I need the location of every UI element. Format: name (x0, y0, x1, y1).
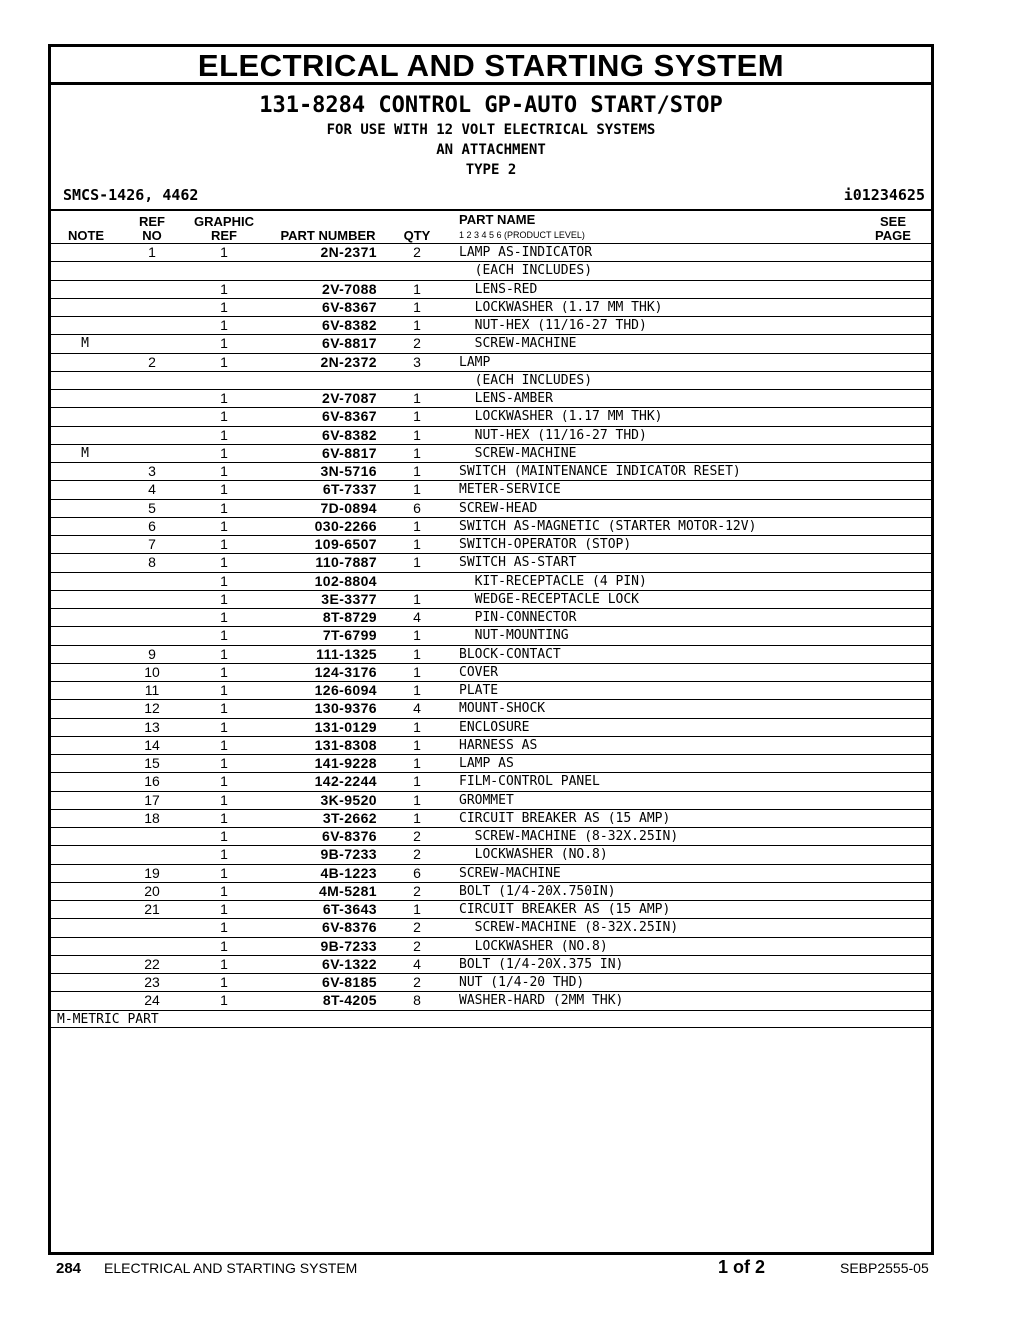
ref-no-cell: 3 (148, 463, 156, 479)
part-name-cell: METER-SERVICE (459, 482, 561, 498)
table-row (51, 590, 931, 608)
part-number-cell: 2V-7087 (322, 390, 377, 406)
footer-page-number: 284 (56, 1260, 82, 1277)
qty-cell: 1 (413, 463, 421, 479)
graphic-ref-cell: 1 (220, 901, 228, 917)
graphic-ref-cell: 1 (220, 755, 228, 771)
part-number-cell: 8T-4205 (322, 992, 377, 1009)
graphic-ref-cell: 1 (220, 700, 228, 717)
part-name-cell: BOLT (1/4-20X.750IN) (459, 883, 616, 899)
graphic-ref-cell: 1 (220, 572, 228, 589)
table-row (51, 535, 931, 553)
part-name-cell: SWITCH AS-START (459, 555, 577, 571)
table-row (51, 371, 931, 389)
part-number-cell: 124-3176 (314, 663, 377, 680)
qty-cell: 1 (413, 444, 421, 461)
part-number-cell: 6V-8185 (322, 974, 377, 990)
graphic-ref-cell: 1 (220, 919, 228, 936)
part-number-cell: 141-9228 (314, 755, 377, 771)
part-number-cell: 6V-8376 (322, 919, 377, 936)
group-title: 131-8284 CONTROL GP-AUTO START/STOP (259, 93, 723, 118)
note-cell: M (81, 336, 89, 352)
ref-no-cell: 16 (144, 773, 160, 790)
ref-no-cell: 18 (144, 809, 160, 826)
qty-cell: 1 (413, 736, 421, 753)
part-name-cell: SCREW-MACHINE (459, 336, 577, 352)
qty-cell: 2 (413, 828, 421, 844)
part-name-cell: PIN-CONNECTOR (459, 610, 577, 625)
table-row (51, 955, 931, 973)
part-number-cell: 7D-0894 (320, 499, 377, 516)
part-number-cell: 102-8804 (314, 572, 377, 589)
part-number-cell: 6V-8382 (322, 426, 377, 443)
table-row (51, 736, 931, 754)
graphic-ref-cell: 1 (220, 444, 228, 461)
footer-page-of: 1 of 2 (718, 1257, 766, 1277)
qty-cell: 1 (413, 298, 421, 315)
page-title: ELECTRICAL AND STARTING SYSTEM (51, 47, 931, 85)
graphic-ref-cell: 1 (220, 390, 228, 406)
graphic-ref-cell: 1 (220, 773, 228, 790)
graphic-ref-cell: 1 (220, 317, 228, 333)
ref-no-cell: 15 (144, 755, 160, 771)
graphic-ref-cell: 1 (220, 937, 228, 954)
qty-cell: 6 (413, 864, 421, 881)
part-number-cell: 142-2244 (314, 773, 377, 790)
graphic-ref-cell: 1 (220, 992, 228, 1009)
qty-cell: 2 (413, 974, 421, 990)
qty-cell: 2 (413, 244, 421, 260)
ref-no-cell: 22 (144, 955, 160, 972)
part-name-cell: WEDGE-RECEPTACLE LOCK (459, 591, 640, 607)
graphic-ref-cell: 1 (220, 517, 228, 534)
parts-page-frame (48, 44, 934, 1255)
part-name-cell: SWITCH (MAINTENANCE INDICATOR RESET) (459, 464, 741, 479)
graphic-ref-cell: 1 (220, 609, 228, 625)
part-number-cell: 6T-7337 (322, 481, 377, 498)
part-name-cell: SCREW-HEAD (459, 500, 538, 516)
part-name-cell: CIRCUIT BREAKER AS (15 AMP) (459, 902, 671, 917)
qty-cell: 2 (413, 919, 421, 936)
table-row (51, 754, 931, 772)
table-row (51, 626, 931, 644)
ref-no-cell: 5 (148, 499, 156, 516)
qty-cell: 1 (413, 536, 421, 552)
graphic-ref-cell: 1 (220, 463, 228, 479)
qty-cell: 1 (413, 517, 421, 534)
ref-no-cell: 2 (148, 353, 156, 370)
col-graphic-header-2: REF (211, 228, 237, 243)
graphic-ref-cell: 1 (220, 864, 228, 881)
graphic-ref-cell: 1 (220, 809, 228, 826)
table-row (51, 882, 931, 900)
ref-no-cell: 14 (144, 736, 160, 753)
qty-cell: 1 (413, 590, 421, 607)
part-number-cell: 3T-2662 (322, 809, 377, 826)
part-name-cell: WASHER-HARD (2MM THK) (459, 993, 624, 1009)
col-ref-header-1: REF (139, 214, 165, 229)
table-row (51, 718, 931, 736)
part-number-cell: 9B-7233 (320, 846, 377, 863)
qty-cell: 1 (413, 809, 421, 826)
qty-cell: 1 (413, 317, 421, 333)
qty-cell: 4 (413, 700, 421, 717)
col-note-header: NOTE (67, 228, 105, 243)
footer-publication: SEBP2555-05 (840, 1260, 929, 1276)
qty-cell: 8 (413, 992, 421, 1009)
graphic-ref-cell: 1 (220, 736, 228, 753)
part-number-cell: 6V-8376 (322, 828, 377, 844)
table-row (51, 608, 931, 626)
graphic-ref-cell: 1 (220, 499, 228, 516)
graphic-ref-cell: 1 (220, 408, 228, 425)
table-row (51, 499, 931, 517)
qty-cell: 1 (413, 755, 421, 771)
part-name-cell: SCREW-MACHINE (459, 445, 577, 461)
part-number-cell: 3E-3377 (321, 590, 377, 607)
qty-cell: 1 (413, 280, 421, 297)
qty-cell: 1 (413, 791, 421, 808)
part-number-cell: 7T-6799 (322, 627, 377, 644)
ref-no-cell: 17 (144, 791, 160, 808)
graphic-ref-cell: 1 (220, 280, 228, 297)
table-row (51, 553, 931, 571)
qty-cell: 1 (413, 901, 421, 917)
part-name-cell: MOUNT-SHOCK (459, 701, 546, 717)
table-row (51, 316, 931, 334)
part-name-cell: LAMP (459, 354, 491, 370)
part-number-cell: 3K-9520 (320, 791, 377, 808)
table-row (51, 900, 931, 918)
part-number-cell: 130-9376 (314, 700, 377, 717)
table-row (51, 791, 931, 809)
qty-cell: 1 (413, 773, 421, 790)
graphic-ref-cell: 1 (220, 663, 228, 680)
table-row (51, 918, 931, 936)
graphic-ref-cell: 1 (220, 828, 228, 844)
part-number-cell: 4B-1223 (320, 864, 377, 881)
qty-cell: 1 (413, 718, 421, 735)
part-name-cell: SWITCH-OPERATOR (STOP) (459, 537, 632, 552)
col-see-header-1: SEE (879, 214, 906, 229)
qty-cell: 1 (413, 554, 421, 571)
table-row (51, 937, 931, 955)
part-name-cell: ENCLOSURE (459, 719, 530, 735)
table-row (51, 681, 931, 699)
metric-footnote: M-METRIC PART (57, 1011, 159, 1027)
part-name-cell: PLATE (459, 683, 499, 698)
part-number-cell: 109-6507 (314, 536, 377, 552)
part-name-cell: LOCKWASHER (NO.8) (459, 938, 608, 954)
ref-no-cell: 23 (144, 974, 160, 990)
qty-cell: 1 (413, 663, 421, 680)
qty-cell: 4 (413, 609, 421, 625)
qty-cell: 2 (413, 937, 421, 954)
part-name-cell: FILM-CONTROL PANEL (459, 774, 600, 790)
part-number-cell: 131-0129 (314, 718, 377, 735)
part-name-cell: LOCKWASHER (NO.8) (459, 847, 608, 863)
table-row (51, 772, 931, 790)
illustration-id: i01234625 (843, 186, 925, 204)
ref-no-cell: 13 (144, 718, 160, 735)
product-level-scale: 1 2 3 4 5 6 (PRODUCT LEVEL) (459, 230, 585, 240)
part-name-cell: NUT-HEX (11/16-27 THD) (459, 427, 647, 443)
table-row (51, 480, 931, 498)
part-name-cell: HARNESS AS (459, 737, 538, 753)
graphic-ref-cell: 1 (220, 335, 228, 352)
table-row (51, 261, 931, 279)
qty-cell: 1 (413, 645, 421, 662)
part-name-cell: CIRCUIT BREAKER AS (15 AMP) (459, 810, 671, 826)
table-row (51, 280, 931, 298)
col-part-number-header: PART NUMBER (280, 228, 376, 243)
graphic-ref-cell: 1 (220, 955, 228, 972)
ref-no-cell: 21 (144, 901, 160, 917)
ref-no-cell: 19 (144, 864, 160, 881)
qty-cell: 1 (413, 408, 421, 425)
part-name-cell: LOCKWASHER (1.17 MM THK) (459, 409, 663, 425)
table-row (51, 827, 931, 845)
qty-cell: 1 (413, 627, 421, 644)
table-row (51, 407, 931, 425)
table-row (51, 444, 931, 462)
graphic-ref-cell: 1 (220, 645, 228, 662)
qty-cell: 6 (413, 499, 421, 516)
part-number-cell: 111-1325 (316, 645, 377, 662)
table-row (51, 991, 931, 1009)
part-name-cell: NUT-HEX (11/16-27 THD) (459, 318, 647, 333)
ref-no-cell: 10 (144, 663, 160, 680)
part-number-cell: 110-7887 (315, 554, 377, 571)
parts-table (51, 243, 931, 1028)
part-number-cell: 4M-5281 (318, 882, 377, 899)
qty-cell: 1 (413, 426, 421, 443)
graphic-ref-cell: 1 (220, 974, 228, 990)
ref-no-cell: 11 (144, 682, 160, 698)
type-note: TYPE 2 (465, 162, 517, 178)
part-number-cell: 6V-8817 (322, 335, 377, 352)
graphic-ref-cell: 1 (220, 353, 228, 370)
col-see-header-2: PAGE (875, 228, 911, 243)
table-row (51, 645, 931, 663)
part-name-cell: SWITCH AS-MAGNETIC (STARTER MOTOR-12V) (459, 518, 757, 534)
part-number-cell: 131-8308 (314, 736, 377, 753)
part-number-cell: 126-6094 (314, 682, 377, 698)
part-name-cell: LENS-RED (459, 281, 538, 297)
qty-cell: 2 (413, 846, 421, 863)
part-number-cell: 3N-5716 (320, 463, 377, 479)
ref-no-cell: 20 (144, 882, 160, 899)
qty-cell: 2 (413, 882, 421, 899)
part-number-cell: 030-2266 (314, 517, 377, 534)
table-row (51, 663, 931, 681)
part-number-cell: 8T-8729 (322, 609, 377, 625)
graphic-ref-cell: 1 (220, 627, 228, 644)
note-cell: M (81, 445, 89, 461)
part-number-cell: 6T-3643 (322, 901, 377, 917)
part-name-cell: SCREW-MACHINE (8-32X.25IN) (459, 920, 679, 936)
table-row (51, 426, 931, 444)
col-ref-header-2: NO (142, 228, 162, 243)
ref-no-cell: 4 (148, 481, 156, 498)
part-name-cell: NUT (1/4-20 THD) (459, 975, 585, 990)
part-name-cell: (EACH INCLUDES) (459, 263, 593, 279)
part-name-cell: COVER (459, 664, 499, 680)
graphic-ref-cell: 1 (220, 536, 228, 552)
usage-note: FOR USE WITH 12 VOLT ELECTRICAL SYSTEMS (326, 122, 656, 138)
col-part-name-header: PART NAME (459, 212, 536, 227)
qty-cell: 1 (413, 390, 421, 406)
ref-no-cell: 12 (144, 700, 160, 717)
part-name-cell: SCREW-MACHINE (459, 865, 561, 881)
part-name-cell: LENS-AMBER (459, 391, 553, 406)
ref-no-cell: 8 (148, 554, 156, 571)
graphic-ref-cell: 1 (220, 590, 228, 607)
col-qty-header: QTY (403, 228, 431, 243)
part-number-cell: 9B-7233 (320, 937, 377, 954)
part-name-cell: SCREW-MACHINE (8-32X.25IN) (459, 829, 679, 844)
graphic-ref-cell: 1 (220, 718, 228, 735)
smcs-code: SMCS-1426, 4462 (63, 186, 199, 204)
table-row (51, 389, 931, 407)
table-row (51, 243, 931, 261)
ref-no-cell: 6 (148, 517, 156, 534)
qty-cell: 1 (413, 481, 421, 498)
part-name-cell: LOCKWASHER (1.17 MM THK) (459, 299, 663, 315)
ref-no-cell: 1 (148, 244, 156, 260)
graphic-ref-cell: 1 (220, 481, 228, 498)
graphic-ref-cell: 1 (220, 846, 228, 863)
attachment-note: AN ATTACHMENT (436, 142, 546, 158)
graphic-ref-cell: 1 (220, 426, 228, 443)
header-rule (51, 209, 931, 211)
part-number-cell: 6V-8367 (322, 298, 377, 315)
table-row (51, 572, 931, 590)
part-name-cell: LAMP AS-INDICATOR (459, 245, 593, 260)
graphic-ref-cell: 1 (220, 244, 228, 260)
qty-cell: 4 (413, 955, 421, 972)
part-name-cell: BOLT (1/4-20X.375 IN) (459, 956, 624, 972)
table-row (51, 517, 931, 535)
part-name-cell: NUT-MOUNTING (459, 628, 569, 644)
table-row (51, 699, 931, 717)
part-name-cell: (EACH INCLUDES) (459, 372, 593, 388)
qty-cell: 2 (413, 335, 421, 352)
graphic-ref-cell: 1 (220, 682, 228, 698)
part-number-cell: 6V-1322 (322, 955, 377, 972)
part-number-cell: 2V-7088 (322, 280, 377, 297)
graphic-ref-cell: 1 (220, 791, 228, 808)
table-row (51, 334, 931, 352)
qty-cell: 3 (413, 353, 421, 370)
part-name-cell: BLOCK-CONTACT (459, 646, 561, 662)
footer-section: ELECTRICAL AND STARTING SYSTEM (104, 1260, 358, 1276)
table-row (51, 973, 931, 991)
graphic-ref-cell: 1 (220, 298, 228, 315)
graphic-ref-cell: 1 (220, 882, 228, 899)
table-row (51, 462, 931, 480)
part-name-cell: GROMMET (459, 792, 514, 808)
ref-no-cell: 7 (148, 536, 156, 552)
qty-cell: 1 (413, 682, 421, 698)
part-number-cell: 6V-8817 (322, 444, 377, 461)
ref-no-cell: 9 (148, 645, 156, 662)
part-name-cell: LAMP AS (459, 756, 514, 771)
graphic-ref-cell: 1 (220, 554, 228, 571)
col-graphic-header-1: GRAPHIC (194, 214, 254, 229)
table-row (51, 809, 931, 827)
ref-no-cell: 24 (144, 992, 160, 1009)
part-number-cell: 2N-2371 (320, 244, 377, 260)
part-number-cell: 6V-8367 (322, 408, 377, 425)
part-name-cell: KIT-RECEPTACLE (4 PIN) (459, 573, 647, 589)
table-row (51, 353, 931, 371)
part-number-cell: 2N-2372 (320, 353, 377, 370)
footnote-row (51, 1010, 931, 1028)
table-row (51, 298, 931, 316)
part-number-cell: 6V-8382 (322, 317, 377, 333)
table-row (51, 845, 931, 863)
table-row (51, 864, 931, 882)
